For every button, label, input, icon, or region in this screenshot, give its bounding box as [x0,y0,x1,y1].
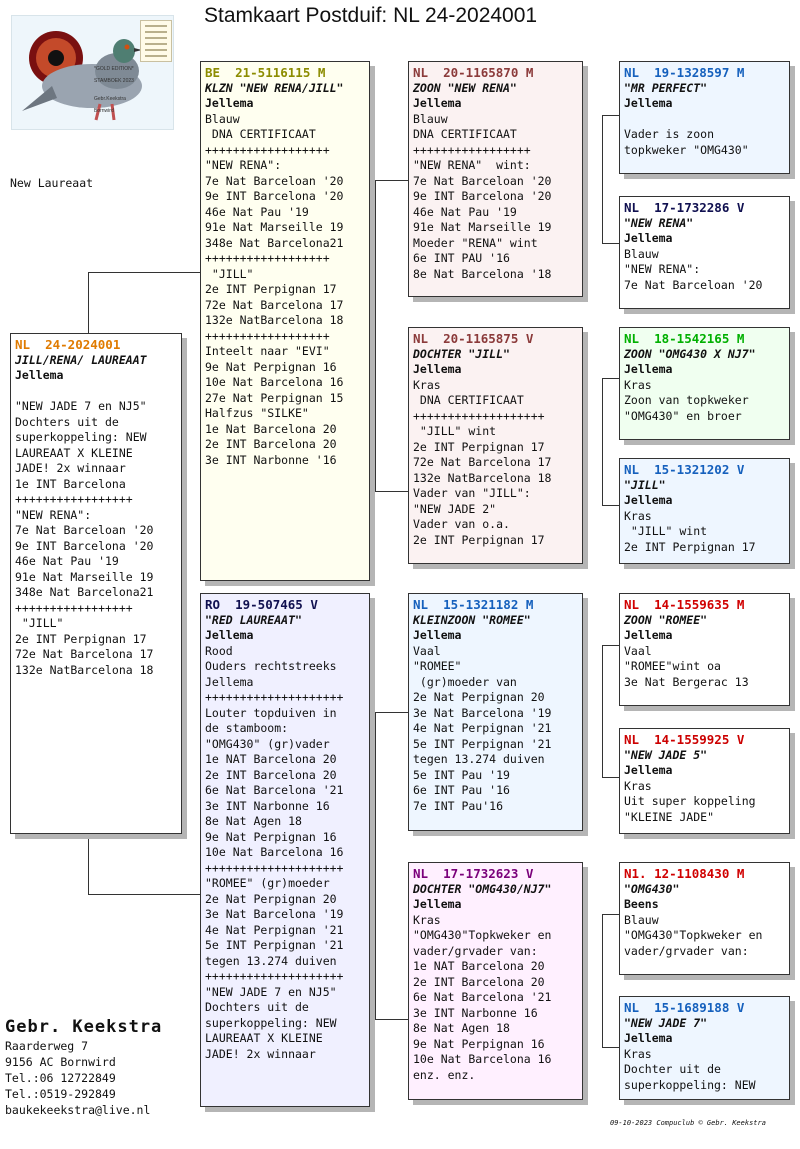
ring-number: NL 15-1321202 V [624,462,745,477]
breeder-name: Jellema [624,96,673,110]
pedigree-text-line: 10e Nat Barcelona 16 [413,1052,552,1066]
breeder-name: Jellema [413,96,462,110]
pedigree-text-line [624,112,785,128]
pedigree-text-line: 7e INT Pau'16 [413,798,504,813]
pedigree-text-line: Blauw [205,111,240,126]
pedigree-text-line: 72e Nat Barcelona 17 [15,647,154,661]
pedigree-text-line: "OMG430" en broer [624,408,742,423]
pedigree-text-line: Kras [624,377,652,392]
pedigree-text-line: 9e INT Barcelona '20 [15,538,154,553]
connector-line [602,1047,620,1048]
pigeon-name: "MR PERFECT" [624,80,708,95]
pedigree-text-line: 2e INT Perpignan 17 [413,439,545,454]
pedigree-text-line: 132e NatBarcelona 18 [413,470,552,485]
pedigree-text-line: ++++++++++++++++++++ [205,690,344,704]
connector-line [602,115,620,116]
pedigree-text-line: 9e Nat Perpignan 16 [205,829,337,844]
pedigree-text-line: Kras [624,1046,652,1061]
pedigree-text-line: 2e INT Barcelona 20 [205,437,337,451]
connector-line [602,243,620,244]
subtitle: New Laureaat [10,176,94,190]
pigeon-name: "NEW JADE 7" [624,1015,708,1030]
pigeon-card-dam-sire [408,593,583,831]
pigeon-card-sire [200,61,370,581]
breeder-name: Beens [624,897,659,911]
pedigree-text-line: 91e Nat Marseille 19 [413,220,552,234]
pedigree-text-line: 132e NatBarcelona 18 [15,662,154,677]
pedigree-text-line: DNA CERTIFICAAT [205,127,316,141]
pedigree-text-line: Dochters uit de [15,414,119,429]
connector-line [375,491,409,492]
ring-number: NL 17-1732286 V [624,200,745,215]
pigeon-card-dsd [619,728,790,834]
ring-number: RO 19-507465 V [205,597,318,612]
pedigree-text-line: "NEW JADE 2" [413,501,497,516]
pedigree-text-line: 6e Nat Barcelona '21 [413,990,552,1004]
pedigree-text-line: 9e Nat Perpignan 16 [205,359,337,374]
pedigree-text-line: "OMG430"Topkweker en [624,928,763,942]
pedigree-text-line: Dochter uit de [624,1062,721,1076]
pigeon-name: ZOON "OMG430 X NJ7" [624,346,756,361]
pedigree-text-line: "KLEINE JADE" [624,809,715,824]
pigeon-name: "NEW JADE 5" [624,747,708,762]
breeder-name: Jellema [624,362,673,376]
pedigree-text-line: 1e NAT Barcelona 20 [413,959,545,973]
credit-line: 09-10-2023 Compuclub © Gebr. Keekstra [610,1119,766,1127]
pedigree-text-line: 1e Nat Barcelona 20 [205,421,337,436]
pedigree-text-line: LAUREAAT X KLEINE [15,445,133,460]
pigeon-card-ssd [619,196,790,309]
pedigree-text-line: Kras [624,778,652,793]
pedigree-text-line: superkoppeling: NEW [205,1015,337,1030]
pedigree-text-line: de stamboom: [205,721,289,735]
ring-number: NL 14-1559925 V [624,732,745,747]
connector-line [602,378,620,379]
certificate-icon [140,20,172,62]
pedigree-text-line: Vader van o.a. [413,517,510,531]
pedigree-text-line: 91e Nat Marseille 19 [205,220,344,234]
pedigree-text-line: LAUREAAT X KLEINE [205,1031,323,1045]
ring-number: NL 20-1165875 V [413,331,534,346]
connector-line [602,914,620,915]
pedigree-text-line: Uit super koppeling [624,794,756,808]
pedigree-text-line: 5e INT Perpignan '21 [205,938,344,952]
ring-number: NL 19-1328597 M [624,65,745,80]
pedigree-text-line: Kras [624,508,652,523]
pedigree-text-line: 6e Nat Barcelona '21 [205,783,344,797]
pedigree-text-line [15,384,177,400]
pedigree-text-line: 2e INT Barcelona 20 [413,974,545,989]
pedigree-text-line: Vader is zoon [624,127,715,141]
connector-line [375,1019,409,1020]
connector-line [375,180,409,181]
pedigree-text-line: 10e Nat Barcelona 16 [205,375,344,389]
pedigree-text-line: 6e INT Pau '16 [413,783,510,797]
pedigree-text-line: DNA CERTIFICAAT [413,393,524,407]
pigeon-card-dam [200,593,370,1107]
pigeon-name: "RED LAUREAAT" [205,612,302,627]
pigeon-name: DOCHTER "JILL" [413,346,510,361]
pedigree-text-line: ++++++++++++++++++ [205,328,330,343]
pigeon-name: DOCHTER "OMG430/NJ7" [413,881,552,896]
pedigree-text-line: Halfzus "SILKE" [205,406,309,420]
ring-number: NL 20-1165870 M [413,65,534,80]
breeder-name: Jellema [624,493,673,507]
pedigree-text-line: JADE! 2x winnaar [205,1046,316,1061]
pigeon-name: KLZN "NEW RENA/JILL" [205,80,344,95]
pedigree-text-line: Rood [205,643,233,658]
connector-line [375,180,376,491]
pedigree-text-line: Kras [413,377,441,392]
ring-number: NL 17-1732623 V [413,866,534,881]
pedigree-text-line: 46e Nat Pau '19 [15,554,119,568]
pigeon-name: ZOON "ROMEE" [624,612,708,627]
pedigree-text-line: vader/grvader van: [413,943,538,958]
pedigree-text-line: 5e INT Pau '19 [413,767,510,782]
owner-address-line: 9156 AC Bornwird [5,1055,116,1069]
pigeon-card-dam-dam [408,862,583,1100]
connector-line [375,712,409,713]
pedigree-text-line: 2e INT Perpignan 17 [15,631,147,646]
pedigree-text-line: 91e Nat Marseille 19 [15,569,154,584]
photo-caption: Bornwird [94,108,114,114]
pedigree-text-line: 27e Nat Perpignan 15 [205,390,344,405]
pedigree-text-line: "JILL" [15,616,64,630]
breeder-name: Jellema [205,628,254,642]
pedigree-text-line: 7e Nat Barceloan '20 [413,173,552,188]
pedigree-text-line: Ouders rechtstreeks [205,659,337,673]
breeder-name: Jellema [624,231,673,245]
pedigree-text-line: "OMG430" (gr)vader [205,736,330,751]
ring-number: N1. 12-1108430 M [624,866,745,881]
pedigree-text-line: Blauw [413,111,448,126]
pigeon-card-sire-sire [408,61,583,297]
pedigree-text-line: +++++++++++++++++ [15,600,133,615]
pedigree-text-line: Inteelt naar "EVI" [205,344,330,358]
pedigree-text-line: Dochters uit de [205,1000,309,1014]
pedigree-text-line: 9e Nat Perpignan 16 [413,1036,545,1051]
breeder-name: Jellema [624,763,673,777]
pedigree-text-line: Vader van "JILL": [413,486,531,500]
pedigree-text-line: "ROMEE" [413,659,462,673]
connector-line [602,645,620,646]
pedigree-text-line: 7e Nat Barceloan '20 [624,277,763,292]
pedigree-text-line: 9e INT Barcelona '20 [205,189,344,203]
connector-line [88,834,89,894]
connector-line [602,115,603,243]
photo-caption: *GOLD EDITION* [94,66,134,72]
pedigree-text-line: 46e Nat Pau '19 [205,204,309,219]
ring-number: NL 15-1321182 M [413,597,534,612]
connector-line [88,272,200,273]
connector-line [375,712,376,1019]
pigeon-card-subject [10,333,182,834]
pedigree-text-line: 2e INT Perpignan 17 [413,532,545,547]
pedigree-text-line: "NEW RENA": [15,507,92,522]
pedigree-text-line: 2e Nat Perpignan 20 [205,891,337,906]
owner-address-line: Raarderweg 7 [5,1039,89,1053]
pedigree-text-line: ++++++++++++++++++ [205,142,330,157]
pedigree-text-line: "NEW RENA": [624,262,701,276]
pedigree-text-line: tegen 13.274 duiven [205,953,337,968]
breeder-name: Jellema [413,897,462,911]
pedigree-text-line: 72e Nat Barcelona 17 [205,297,344,312]
pedigree-text-line: superkoppeling: NEW [624,1077,756,1092]
connector-line [88,272,89,333]
breeder-name: Jellema [205,96,254,110]
pedigree-text-line: "ROMEE"wint oa [624,659,721,673]
pedigree-text-line: Kras [413,912,441,927]
pedigree-text-line: 2e Nat Perpignan 20 [413,690,545,704]
ring-number: NL 24-2024001 [15,337,121,352]
pedigree-text-line: DNA CERTIFICAAT [413,127,517,141]
pedigree-text-line: JADE! 2x winnaar [15,461,126,475]
pedigree-text-line: enz. enz. [413,1067,476,1082]
pedigree-text-line: "NEW RENA": [205,158,282,172]
pedigree-text-line: 132e NatBarcelona 18 [205,313,344,327]
pedigree-text-line: 9e INT Barcelona '20 [413,189,552,203]
pigeon-card-dds [619,862,790,975]
pedigree-text-line: topkweker "OMG430" [624,142,749,157]
pedigree-text-line: tegen 13.274 duiven [413,752,545,766]
photo-caption: Gebr.Keekstra [94,96,126,102]
pedigree-text-line: 2e INT Perpignan 17 [205,282,337,296]
pedigree-text-line: 72e Nat Barcelona 17 [413,455,552,469]
pedigree-text-line: 348e Nat Barcelona21 [15,585,154,599]
connector-line [602,914,603,1047]
pedigree-text-line: +++++++++++++++++ [413,142,531,157]
pedigree-text-line: 8e Nat Agen 18 [205,814,302,828]
breeder-name: Jellema [413,362,462,376]
pedigree-text-line: 3e Nat Barcelona '19 [205,907,344,921]
pedigree-text-line: "NEW JADE 7 en NJ5" [15,399,147,413]
ring-number: NL 18-1542165 M [624,331,745,346]
pigeon-card-sds [619,327,790,440]
pigeon-name: JILL/RENA/ LAUREAAT [15,352,147,367]
pedigree-text-line: 3e INT Narbonne 16 [413,1005,538,1020]
ring-number: BE 21-5116115 M [205,65,326,80]
ring-number: NL 15-1689188 V [624,1000,745,1015]
pedigree-text-line: Blauw [624,246,659,261]
pedigree-text-line: Vaal [624,643,652,658]
pedigree-text-line: 2e INT Perpignan 17 [624,539,756,554]
pedigree-text-line: "NEW JADE 7 en NJ5" [205,984,337,999]
pigeon-card-sss [619,61,790,174]
owner-phone-line: Tel.:06 12722849 [5,1071,116,1085]
breeder-name: Jellema [624,628,673,642]
pedigree-text-line: 3e Nat Barcelona '19 [413,705,552,720]
pedigree-text-line: "JILL" wint [624,524,708,538]
pigeon-card-sdd [619,458,790,564]
pedigree-text-line: 1e INT Barcelona [15,476,126,491]
pedigree-text-line: Moeder "RENA" wint [413,235,538,250]
connector-line [602,645,603,777]
pedigree-text-line: Jellema [205,674,254,689]
breeder-name: Jellema [413,628,462,642]
pedigree-text-line: ++++++++++++++++++++ [205,860,344,875]
connector-line [602,378,603,505]
pigeon-name: "OMG430" [624,881,680,896]
connector-line [602,777,620,778]
pedigree-text-line: 10e Nat Barcelona 16 [205,845,344,859]
pigeon-name: "JILL" [624,477,666,492]
pedigree-text-line: "JILL" wint [413,424,497,438]
pedigree-text-line: 7e Nat Barceloan '20 [15,523,154,537]
pigeon-photo-icon [11,15,174,130]
pedigree-text-line: superkoppeling: NEW [15,430,147,444]
pigeon-name: ZOON "NEW RENA" [413,80,517,95]
pedigree-text-line: "ROMEE" (gr)moeder [205,876,330,890]
pedigree-text-line: 4e Nat Perpignan '21 [205,922,344,937]
pedigree-text-line: 1e NAT Barcelona 20 [205,752,337,766]
pedigree-text-line: 7e Nat Barceloan '20 [205,173,344,188]
pigeon-card-sire-dam [408,327,583,564]
pedigree-text-line: +++++++++++++++++ [15,492,133,506]
pedigree-text-line: 8e Nat Agen 18 [413,1021,510,1035]
pedigree-text-line: (gr)moeder van [413,674,517,689]
pedigree-text-line: 348e Nat Barcelona21 [205,235,344,250]
owner-phone-line: Tel.:0519-292849 [5,1087,116,1101]
pedigree-text-line: vader/grvader van: [624,943,749,958]
pedigree-text-line: 6e INT PAU '16 [413,251,510,265]
pedigree-text-line: "JILL" [205,266,254,281]
ring-number: NL 14-1559635 M [624,597,745,612]
pedigree-text-line: ++++++++++++++++++++ [205,969,344,983]
pigeon-name: "NEW RENA" [624,215,694,230]
photo-caption: STAMBOEK 2023 [94,78,134,84]
pedigree-text-line: "NEW RENA" wint: [413,158,531,172]
pedigree-text-line: Vaal [413,643,441,658]
pedigree-text-line: 2e INT Barcelona 20 [205,767,337,782]
connector-line [602,505,620,506]
pedigree-text-line: 4e Nat Perpignan '21 [413,721,552,735]
owner-email-link[interactable]: baukekeekstra@live.nl [5,1103,151,1117]
pigeon-card-dss [619,593,790,706]
pedigree-text-line: 3e Nat Bergerac 13 [624,674,749,689]
connector-line [88,894,200,895]
pedigree-text-line: 3e INT Narbonne '16 [205,452,337,467]
pedigree-text-line: +++++++++++++++++++ [413,408,545,423]
pedigree-text-line: 5e INT Perpignan '21 [413,736,552,751]
pedigree-text-line: 3e INT Narbonne 16 [205,798,330,813]
pedigree-text-line: "OMG430"Topkweker en [413,928,552,942]
pedigree-text-line: 46e Nat Pau '19 [413,204,517,219]
pedigree-text-line: Zoon van topkweker [624,393,749,407]
pigeon-card-ddd [619,996,790,1100]
page-title: Stamkaart Postduif: NL 24-2024001 [204,4,538,27]
breeder-name: Jellema [15,368,64,382]
breeder-name: Jellema [624,1031,673,1045]
pedigree-text-line: 8e Nat Barcelona '18 [413,266,552,281]
pedigree-text-line: Blauw [624,912,659,927]
pigeon-name: KLEINZOON "ROMEE" [413,612,531,627]
pedigree-text-line: ++++++++++++++++++ [205,251,330,265]
owner-name: Gebr. Keekstra [5,1017,163,1037]
pedigree-text-line: Louter topduiven in [205,705,337,720]
